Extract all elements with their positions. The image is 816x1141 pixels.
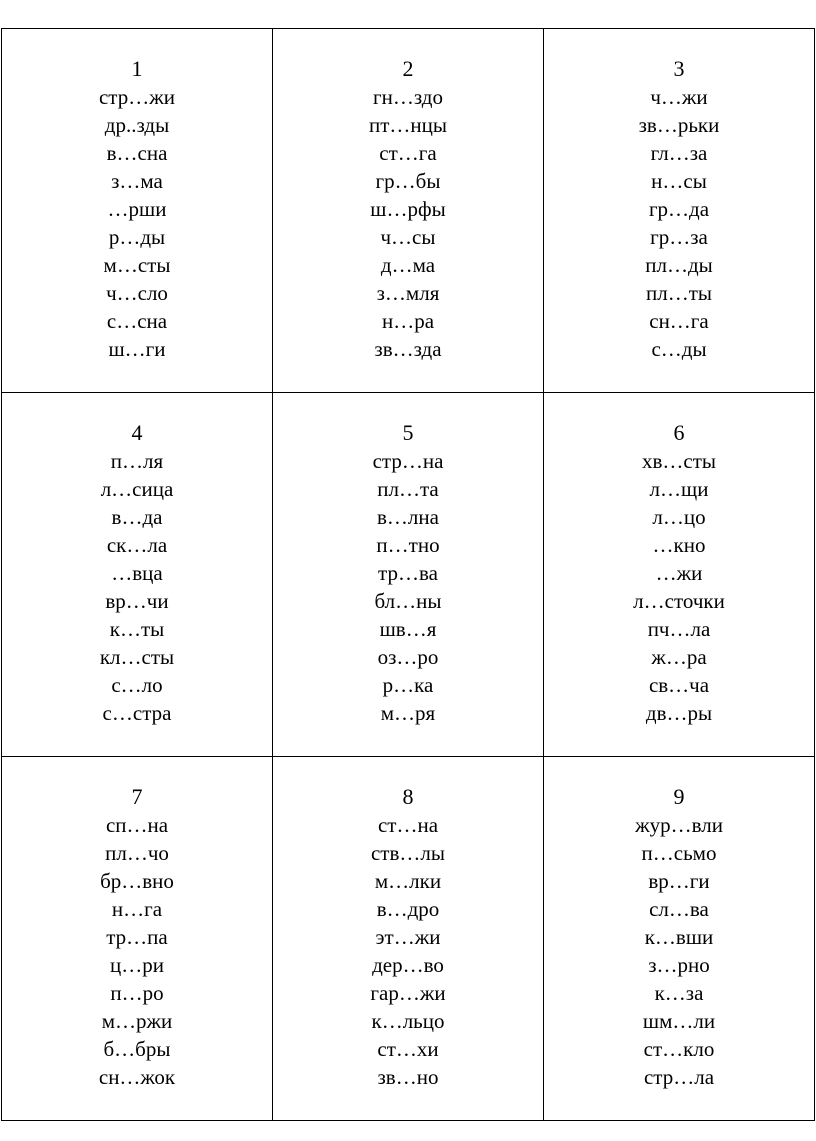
card-9 — [544, 757, 815, 1121]
word-item: д…ма — [380, 253, 436, 277]
word-item: гр…да — [648, 197, 710, 221]
word-item: кл…сты — [99, 645, 175, 669]
word-item: зв…зда — [374, 337, 442, 361]
word-item: бл…ны — [374, 589, 442, 613]
word-item: пч…ла — [647, 617, 711, 641]
word-item: л…сточки — [633, 589, 725, 613]
card-2 — [273, 29, 544, 393]
word-item: сп…на — [105, 813, 169, 837]
word-item: пл…ты — [645, 281, 712, 305]
word-item: к…за — [654, 981, 704, 1005]
word-item: ч…сы — [380, 225, 436, 249]
word-item: хв…сты — [641, 449, 717, 473]
word-item: …вца — [111, 561, 163, 585]
word-item: н…сы — [651, 169, 707, 193]
word-list — [2, 811, 272, 1091]
word-item: ст…кло — [643, 1037, 715, 1061]
word-list — [544, 811, 814, 1091]
word-item: жур…вли — [635, 813, 723, 837]
card-3 — [544, 29, 815, 393]
word-item: сн…га — [649, 309, 709, 333]
word-item: п…сьмо — [641, 841, 717, 865]
word-item: ств…лы — [370, 841, 445, 865]
word-item: л…цо — [652, 505, 706, 529]
word-item: стр…на — [372, 449, 444, 473]
word-item: ст…хи — [377, 1037, 439, 1061]
word-item: б…бры — [103, 1037, 171, 1061]
word-item: эт…жи — [375, 925, 441, 949]
card-number: 4 — [131, 420, 143, 445]
word-item: м…ржи — [101, 1009, 173, 1033]
word-item: …жи — [655, 561, 703, 585]
word-item: м…лки — [374, 869, 442, 893]
word-item: р…ка — [382, 673, 434, 697]
word-item: н…га — [111, 897, 163, 921]
word-item: л…щи — [649, 477, 709, 501]
word-item: оз…ро — [377, 645, 439, 669]
word-item: н…ра — [381, 309, 435, 333]
card-7 — [2, 757, 273, 1121]
card-number: 6 — [673, 420, 685, 445]
word-item: м…сты — [103, 253, 171, 277]
word-item: св…ча — [648, 673, 710, 697]
word-item: з…рно — [648, 953, 710, 977]
card-8 — [273, 757, 544, 1121]
card-1 — [2, 29, 273, 393]
card-number: 3 — [673, 56, 685, 81]
card-number: 5 — [402, 420, 414, 445]
word-item: ст…га — [379, 141, 437, 165]
word-item: в…да — [111, 505, 163, 529]
word-item: л…сица — [100, 477, 174, 501]
word-item: пл…чо — [105, 841, 169, 865]
word-list — [544, 83, 814, 363]
word-item: дв…ры — [645, 701, 713, 725]
word-item: вр…чи — [105, 589, 169, 613]
card-number: 7 — [131, 784, 143, 809]
word-list — [2, 447, 272, 727]
word-item: ш…ги — [108, 337, 166, 361]
word-item: ж…ра — [651, 645, 707, 669]
cards-row-3 — [2, 757, 815, 1121]
word-item: в…дро — [376, 897, 440, 921]
word-item: …кно — [652, 533, 706, 557]
word-item: ч…жи — [650, 85, 708, 109]
word-item: гр…за — [650, 225, 708, 249]
word-item: ч…сло — [106, 281, 168, 305]
word-list — [273, 83, 543, 363]
word-item: др..зды — [104, 113, 170, 137]
word-item: ск…ла — [106, 533, 168, 557]
word-item: п…ро — [110, 981, 164, 1005]
word-item: зв…но — [377, 1065, 439, 1089]
word-item: ц…ри — [110, 953, 164, 977]
word-item: гр…бы — [375, 169, 441, 193]
word-item: сн…жок — [98, 1065, 176, 1089]
word-item: п…тно — [376, 533, 440, 557]
word-item: р…ды — [108, 225, 166, 249]
word-item: бр…вно — [100, 869, 174, 893]
word-item: вр…ги — [648, 869, 710, 893]
card-6 — [544, 393, 815, 757]
word-list — [273, 811, 543, 1091]
word-item: сл…ва — [649, 897, 709, 921]
word-item: стр…ла — [643, 1065, 715, 1089]
word-item: шв…я — [379, 617, 437, 641]
word-item: тр…па — [106, 925, 168, 949]
word-item: пл…ды — [645, 253, 713, 277]
word-item: к…ты — [109, 617, 165, 641]
word-item: шм…ли — [642, 1009, 716, 1033]
word-item: дер…во — [372, 953, 444, 977]
word-item: с…ды — [651, 337, 707, 361]
word-item: с…ло — [111, 673, 163, 697]
word-item: гар…жи — [370, 981, 446, 1005]
word-item: с…сна — [106, 309, 168, 333]
word-item: к…вши — [644, 925, 714, 949]
card-number: 8 — [402, 784, 414, 809]
word-list — [273, 447, 543, 727]
cards-row-1 — [2, 29, 815, 393]
word-item: ст…на — [377, 813, 439, 837]
word-list — [2, 83, 272, 363]
word-item: гл…за — [650, 141, 708, 165]
card-number: 9 — [673, 784, 685, 809]
word-item: ш…рфы — [370, 197, 446, 221]
word-item: з…ма — [111, 169, 163, 193]
word-item: пт…нцы — [368, 113, 447, 137]
word-item: тр…ва — [378, 561, 438, 585]
word-item: п…ля — [110, 449, 164, 473]
word-item: з…мля — [376, 281, 440, 305]
word-item: …рши — [107, 197, 167, 221]
card-4 — [2, 393, 273, 757]
cards-row-2 — [2, 393, 815, 757]
word-item: м…ря — [380, 701, 436, 725]
word-item: стр…жи — [98, 85, 175, 109]
word-item: пл…та — [377, 477, 439, 501]
word-cards-table — [1, 28, 815, 1121]
card-5 — [273, 393, 544, 757]
word-item: зв…рьки — [638, 113, 720, 137]
word-item: в…сна — [106, 141, 168, 165]
card-number: 1 — [131, 56, 143, 81]
word-item: с…стра — [102, 701, 172, 725]
card-number: 2 — [402, 56, 414, 81]
word-item: гн…здо — [373, 85, 443, 109]
word-item: к…льцо — [371, 1009, 445, 1033]
word-item: в…лна — [377, 505, 439, 529]
word-list — [544, 447, 814, 727]
